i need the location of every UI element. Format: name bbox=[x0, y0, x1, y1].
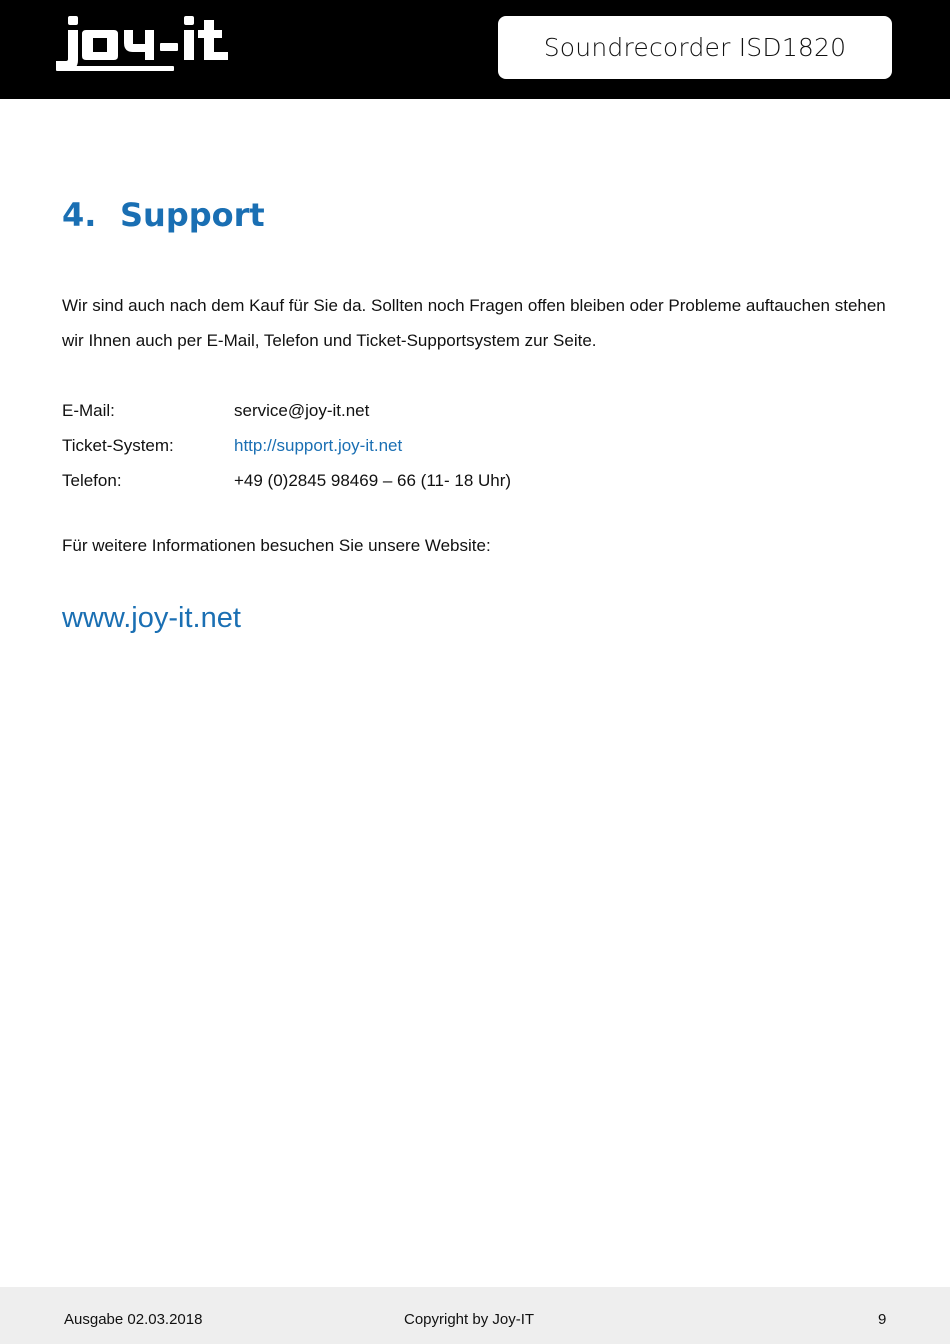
website-link[interactable]: www.joy-it.net bbox=[62, 602, 241, 634]
section-heading bbox=[62, 196, 265, 234]
more-info-text: Für weitere Informationen besuchen Sie unsere Website: bbox=[62, 536, 491, 555]
section-number: 4. bbox=[62, 196, 97, 234]
contact-row-email bbox=[62, 393, 892, 428]
contact-label: Ticket-System: bbox=[62, 435, 174, 455]
email-value: service@joy-it.net bbox=[234, 400, 370, 420]
contact-row-phone bbox=[62, 463, 892, 498]
contact-row-ticket bbox=[62, 428, 892, 463]
page-number: 9 bbox=[878, 1311, 887, 1328]
contact-label: Telefon: bbox=[62, 470, 122, 490]
phone-value: +49 (0)2845 98469 – 66 (11- 18 Uhr) bbox=[234, 470, 512, 490]
document-title: Soundrecorder ISD1820 bbox=[543, 33, 847, 62]
footer-copyright: Copyright by Joy-IT bbox=[404, 1311, 535, 1328]
page-header bbox=[0, 0, 950, 99]
contact-label: E-Mail: bbox=[62, 400, 115, 420]
ticket-system-link[interactable]: http://support.joy-it.net bbox=[234, 435, 403, 455]
document-title-box bbox=[498, 16, 892, 79]
intro-paragraph: Wir sind auch nach dem Kauf für Sie da. Sollten noch Fragen offen bleiben oder Probleme auftauchen stehen wir Ihnen auch per E-Mail, Telefon und Ticket-Supportsystem zur Seite. bbox=[62, 296, 886, 350]
contact-table bbox=[62, 393, 892, 498]
page-footer bbox=[0, 1287, 950, 1344]
joy-it-logo bbox=[54, 14, 230, 74]
section-title: Support bbox=[120, 196, 265, 234]
footer-date: Ausgabe 02.03.2018 bbox=[64, 1311, 203, 1328]
